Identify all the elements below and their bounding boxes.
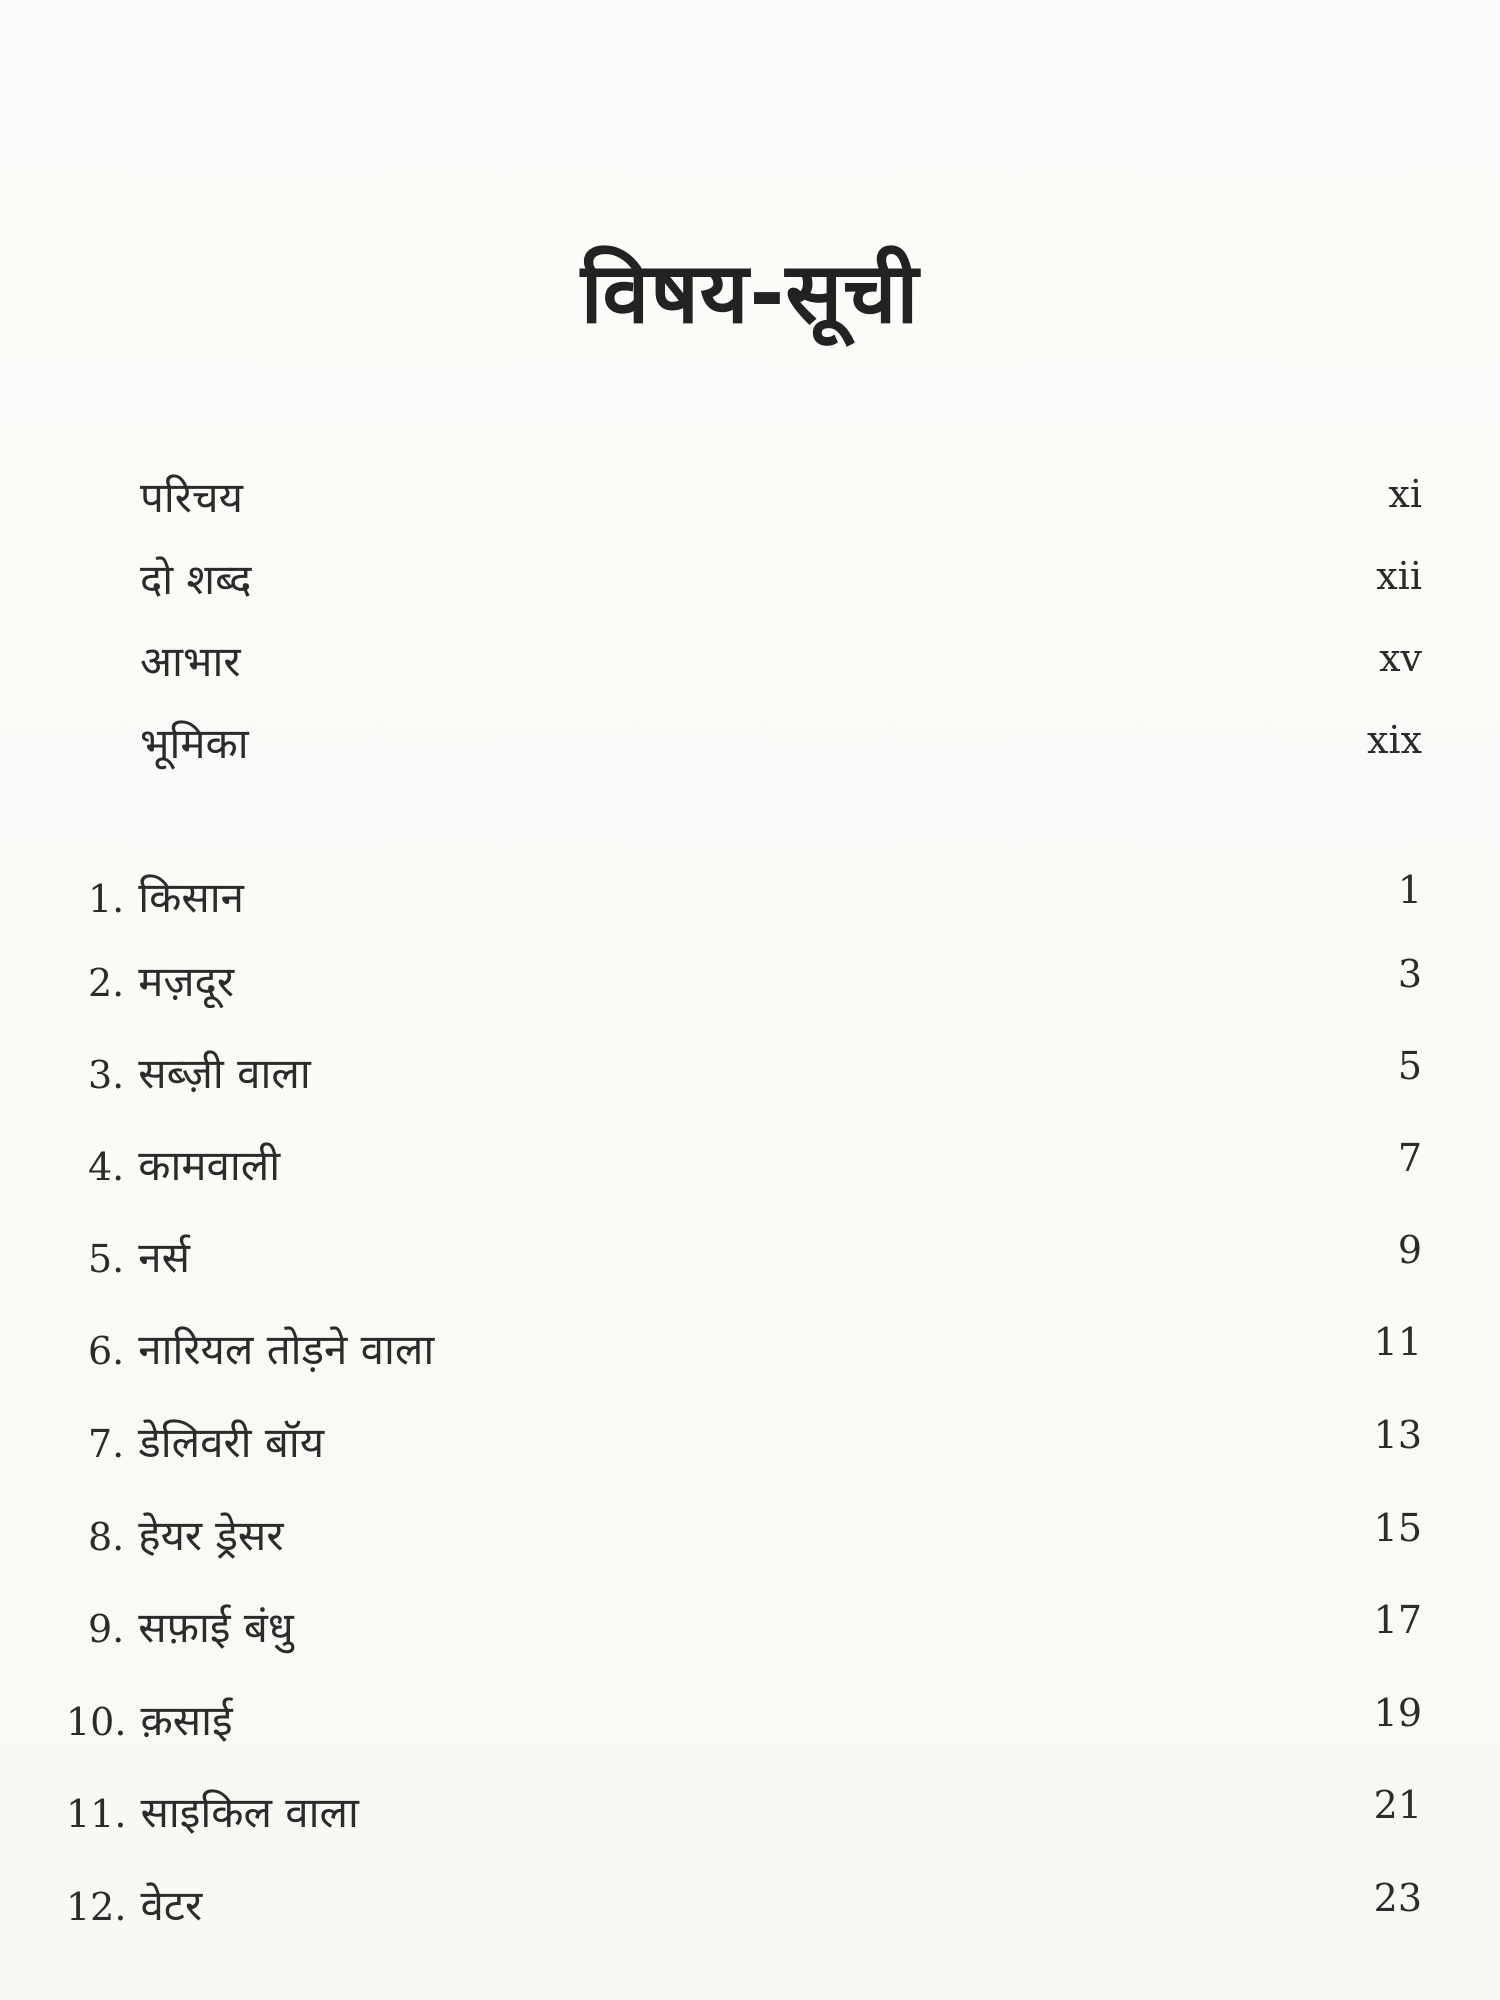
toc-chapter-item <box>0 1136 1500 1206</box>
toc-chapter-page: 23 <box>1373 1876 1422 1920</box>
toc-chapter-item <box>0 1228 1500 1298</box>
toc-chapter-page: 17 <box>1373 1598 1422 1642</box>
toc-chapter-label: डेलिवरी बॉय <box>138 1418 325 1467</box>
toc-chapter-label: मज़दूर <box>138 957 235 1006</box>
toc-chapter-label: किसान <box>138 873 244 922</box>
toc-item-label: परिचय <box>140 473 243 522</box>
toc-item-page: xv <box>1379 636 1422 680</box>
toc-chapter-page: 1 <box>1397 868 1422 912</box>
toc-chapter-number: 1. <box>88 877 125 921</box>
toc-front-item <box>0 632 1500 702</box>
toc-chapter-item <box>0 1876 1500 1946</box>
toc-chapter-label: साइकिल वाला <box>140 1788 359 1837</box>
toc-chapter-number: 4. <box>88 1145 125 1189</box>
toc-chapter-item <box>0 952 1500 1022</box>
toc-front-item <box>0 714 1500 784</box>
toc-item-page: xix <box>1366 718 1422 762</box>
toc-chapter-item <box>0 1691 1500 1761</box>
toc-item-label: दो शब्द <box>140 555 252 604</box>
toc-chapter-label: सब्ज़ी वाला <box>138 1049 311 1098</box>
toc-chapter-item <box>0 1598 1500 1668</box>
page-title: विषय-सूची <box>580 244 920 342</box>
toc-chapter-item <box>0 1783 1500 1853</box>
toc-chapter-label: वेटर <box>140 1881 203 1930</box>
toc-chapter-label: नारियल तोड़ने वाला <box>138 1325 435 1374</box>
toc-item-label: आभार <box>140 637 241 686</box>
toc-chapter-page: 5 <box>1397 1044 1422 1088</box>
toc-chapter-number: 3. <box>88 1053 125 1097</box>
toc-chapter-number: 2. <box>88 961 125 1005</box>
toc-chapter-item <box>0 1506 1500 1576</box>
toc-chapter-page: 7 <box>1397 1136 1422 1180</box>
toc-chapter-label: हेयर ड्रेसर <box>138 1511 284 1560</box>
toc-chapter-item <box>0 1044 1500 1114</box>
toc-chapter-item <box>0 868 1500 938</box>
toc-front-item <box>0 550 1500 620</box>
toc-chapter-number: 12. <box>66 1885 127 1929</box>
toc-chapter-page: 21 <box>1373 1783 1422 1827</box>
toc-item-page: xi <box>1388 472 1422 516</box>
toc-chapter-item <box>0 1413 1500 1483</box>
toc-chapter-page: 3 <box>1397 952 1422 996</box>
toc-item-label: भूमिका <box>140 719 249 768</box>
toc-chapter-number: 11. <box>66 1792 127 1836</box>
toc-chapter-number: 8. <box>88 1515 125 1559</box>
toc-chapter-page: 15 <box>1373 1506 1422 1550</box>
toc-chapter-label: सफ़ाई बंधु <box>138 1603 294 1652</box>
toc-chapter-label: कामवाली <box>138 1141 281 1190</box>
toc-chapter-page: 19 <box>1373 1691 1422 1735</box>
toc-chapter-page: 11 <box>1373 1320 1422 1364</box>
toc-front-item <box>0 468 1500 538</box>
toc-chapter-item <box>0 1320 1500 1390</box>
toc-chapter-page: 9 <box>1397 1228 1422 1272</box>
toc-chapter-label: नर्स <box>138 1233 190 1282</box>
toc-chapter-number: 5. <box>88 1237 125 1281</box>
toc-chapter-number: 9. <box>88 1607 125 1651</box>
toc-chapter-number: 7. <box>88 1422 125 1466</box>
toc-chapter-label: क़साई <box>140 1696 233 1745</box>
toc-chapter-number: 10. <box>66 1700 127 1744</box>
toc-item-page: xii <box>1376 554 1422 598</box>
toc-chapter-page: 13 <box>1373 1413 1422 1457</box>
toc-chapter-number: 6. <box>88 1329 125 1373</box>
